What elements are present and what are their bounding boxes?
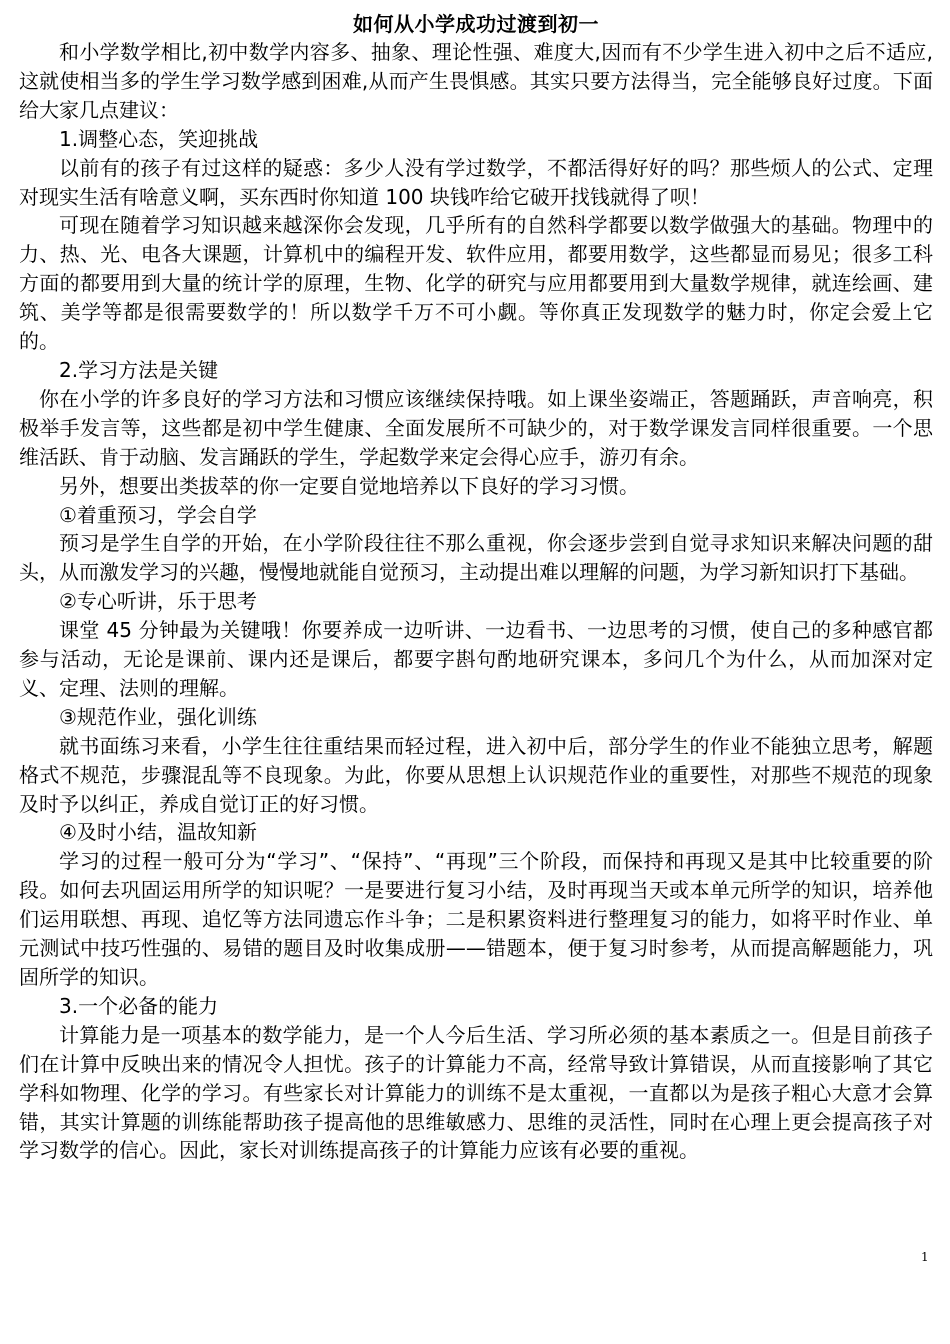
habit-1-heading: ①着重预习，学会自学 [59,502,257,527]
habit-2-heading: ②专心听讲，乐于思考 [59,589,257,614]
section-1-paragraph-1: 以前有的孩子有过这样的疑惑：多少人没有学过数学，不都活得好好的吗？那些烦人的公式、定理对现实生活有啥意义啊，买东西时你知道 100 块钱咋给它破开找钱就得了呗！ [19,155,933,209]
habit-3-paragraph: 就书面练习来看，小学生往往重结果而轻过程，进入初中后，部分学生的作业不能独立思考，解题格式不规范，步骤混乱等不良现象。为此，你要从思想上认识规范作业的重要性，对那些不规范的现象及时予以纠正，养成自觉订正的好习惯。 [19,733,933,816]
habit-4-paragraph: 学习的过程一般可分为“学习”、“保持”、“再现”三个阶段，而保持和再现又是其中比较重要的阶段。如何去巩固运用所学的知识呢？一是要进行复习小结，及时再现当天或本单元所学的知识，培养他们运用联想、再现、追忆等方法同遗忘作斗争；二是积累资料进行整理复习的能力，如将平时作业、单元测试中技巧性强的、易错的题目及时收集成册——错题本，便于复习时参考，从而提高解题能力，巩固所学的知识。 [19,849,933,989]
section-2-paragraph-1: 你在小学的许多良好的学习方法和习惯应该继续保持哦。如上课坐姿端正，答题踊跃，声音响亮，积极举手发言等，这些都是初中学生健康、全面发展所不可缺少的，对于数学课发言同样很重要。一个思维活跃、肯于动脑、发言踊跃的学生，学起数学来定会得心应手，游刃有余。 [19,386,933,469]
page-number: 1 [921,1250,929,1264]
section-1-paragraph-2: 可现在随着学习知识越来越深你会发现，几乎所有的自然科学都要以数学做强大的基础。物理中的力、热、光、电各大课题，计算机中的编程开发、软件应用，都要用数学，这些都显而易见；很多工科方面的都要用到大量的统计学的原理，生物、化学的研究与应用都要用到大量数学规律，就连绘画、建筑、美学等都是很需要数学的！所以数学千万不可小觑。等你真正发现数学的魅力时，你定会爱上它的。 [19,213,933,354]
section-1-heading: 1.调整心态，笑迎挑战 [59,126,259,151]
document-page [19,10,933,1165]
habit-3-heading: ③规范作业，强化训练 [59,704,257,729]
habit-2-paragraph: 课堂 45 分钟最为关键哦！你要养成一边听讲、一边看书、一边思考的习惯，使自己的多种感官都参与活动，无论是课前、课内还是课后，都要字斟句酌地研究课本，多问几个为什么，从而加深对定义、定理、法则的理解。 [19,618,933,700]
section-2-paragraph-2: 另外，想要出类拔萃的你一定要自觉地培养以下良好的学习习惯。 [59,473,639,498]
section-3-paragraph: 计算能力是一项基本的数学能力，是一个人今后生活、学习所必须的基本素质之一。但是目前孩子们在计算中反映出来的情况令人担忧。孩子的计算能力不高，经常导致计算错误，从而直接影响了其它学科如物理、化学的学习。有些家长对计算能力的训练不是太重视，一直都以为是孩子粗心大意才会算错，其实计算题的训练能帮助孩子提高他的思维敏感力、思维的灵活性，同时在心理上更会提高孩子对学习数学的信心。因此，家长对训练提高孩子的计算能力应该有必要的重视。 [19,1022,933,1163]
document-title: 如何从小学成功过渡到初一 [353,12,599,36]
habit-1-paragraph: 预习是学生自学的开始，在小学阶段往往不那么重视，你会逐步尝到自觉寻求知识来解决问题的甜头，从而激发学习的兴趣，慢慢地就能自觉预习，主动提出难以理解的问题，为学习新知识打下基础。 [19,531,933,585]
intro-paragraph: 和小学数学相比,初中数学内容多、抽象、理论性强、难度大,因而有不少学生进入初中之后不适应,这就使相当多的学生学习数学感到困难,从而产生畏惧感。其实只要方法得当，完全能够良好过度。下面给大家几点建议： [19,40,933,122]
section-2-heading: 2.学习方法是关键 [59,357,219,382]
habit-4-heading: ④及时小结，温故知新 [59,820,257,845]
section-3-heading: 3.一个必备的能力 [59,993,219,1018]
